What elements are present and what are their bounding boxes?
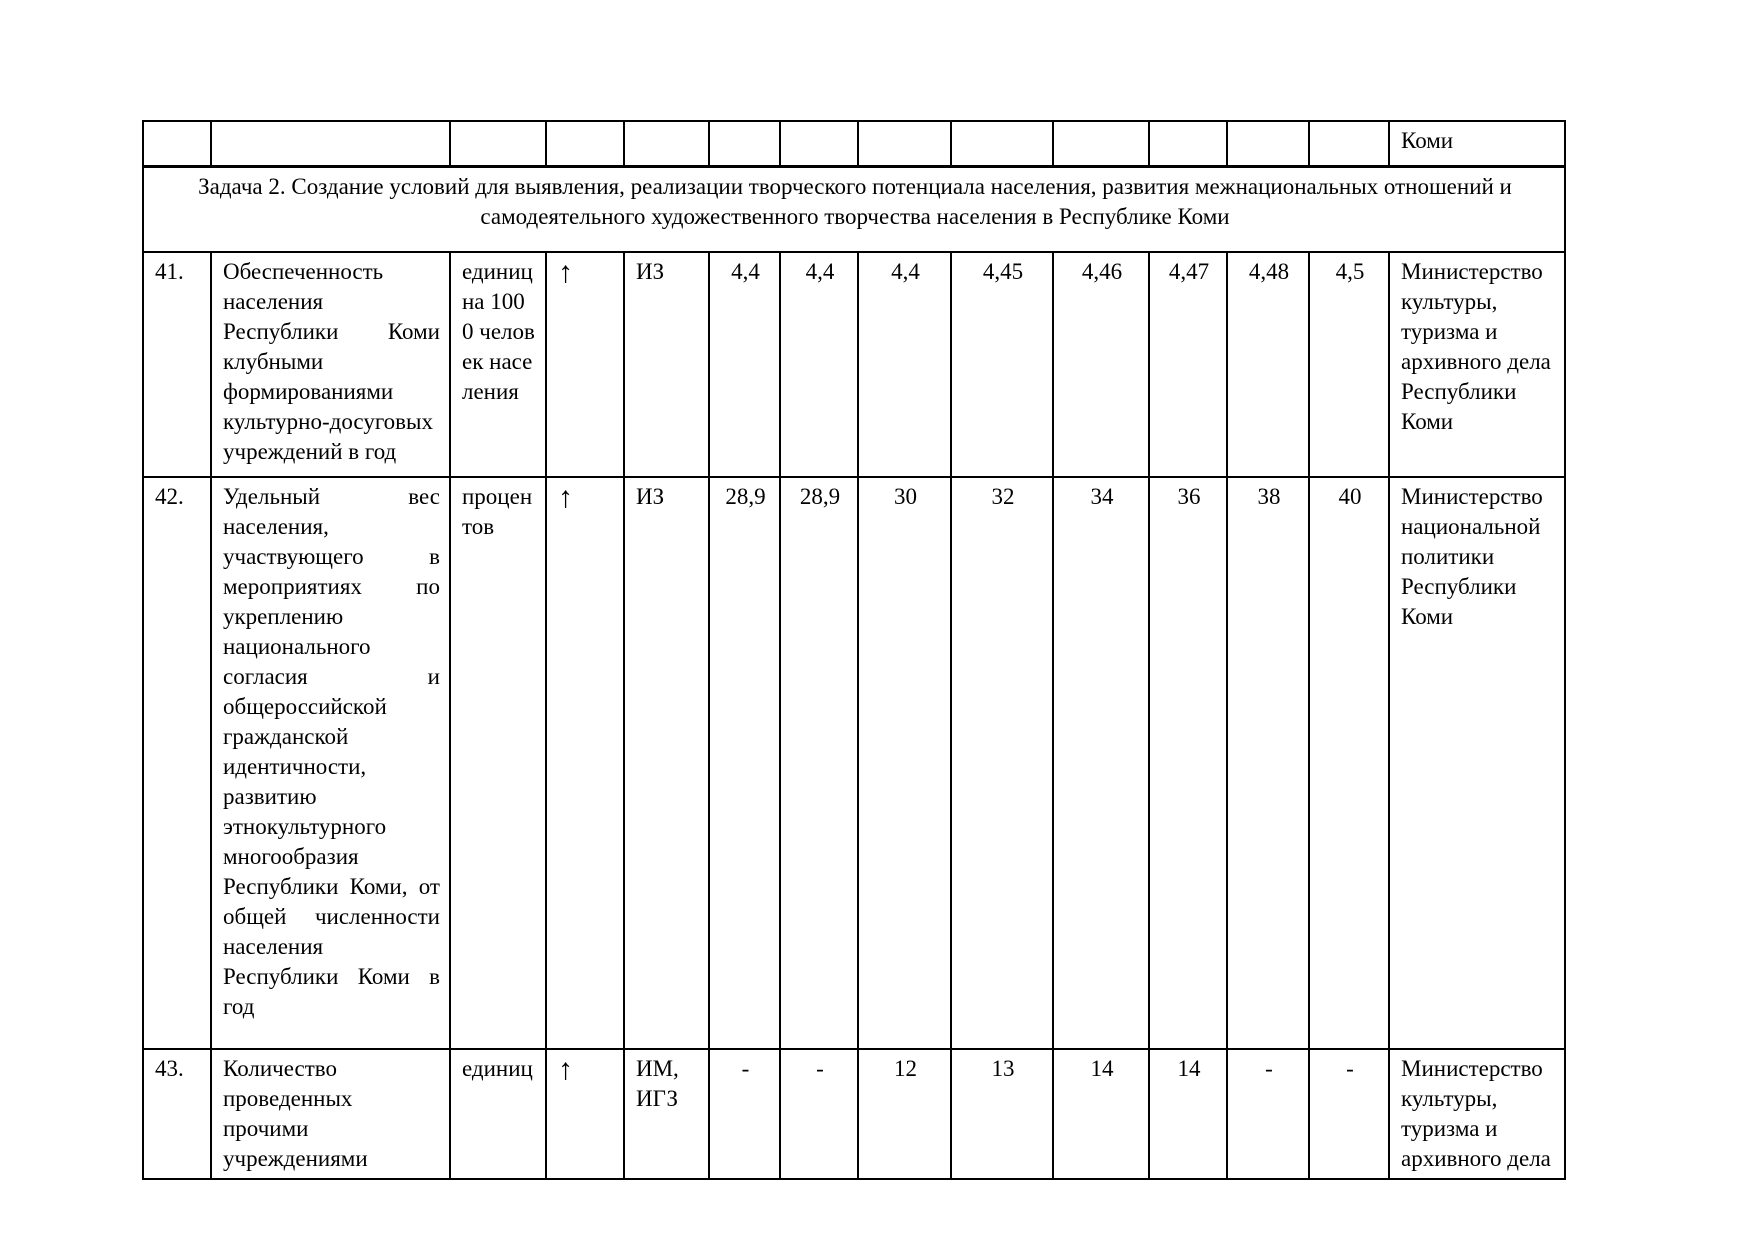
indicators-table	[142, 120, 1566, 1180]
value-cell: -	[1227, 1049, 1309, 1179]
continuation-row	[143, 121, 1565, 166]
continuation-cell	[1149, 121, 1227, 166]
task-header-cell: Задача 2. Создание условий для выявления, реализации творческого потенциала населения, развития межнациональных отношений и самодеятельного художественного творчества населения в Республике Коми	[143, 166, 1565, 252]
continuation-cell	[624, 121, 709, 166]
code-cell: ИЗ	[624, 252, 709, 477]
indicator-name-cell: Количество проведенных прочими учреждениями	[211, 1049, 450, 1179]
continuation-cell	[1309, 121, 1389, 166]
up-arrow-icon: ↑	[558, 1053, 573, 1086]
value-cell: -	[709, 1049, 780, 1179]
value-cell: 34	[1053, 477, 1149, 1049]
continuation-cell	[1227, 121, 1309, 166]
value-cell: 38	[1227, 477, 1309, 1049]
code-cell: ИМ, ИГЗ	[624, 1049, 709, 1179]
continuation-cell	[211, 121, 450, 166]
value-cell: 4,46	[1053, 252, 1149, 477]
value-cell: 4,5	[1309, 252, 1389, 477]
value-cell: 4,4	[709, 252, 780, 477]
table-row	[143, 477, 1565, 1049]
code-cell: ИЗ	[624, 477, 709, 1049]
responsible-cell: Министерство национальной политики Республики Коми	[1389, 477, 1565, 1049]
unit-cell: единиц	[450, 1049, 546, 1179]
unit-cell: процентов	[450, 477, 546, 1049]
value-cell: 4,45	[951, 252, 1053, 477]
continuation-cell	[858, 121, 951, 166]
value-cell: 14	[1053, 1049, 1149, 1179]
trend-cell	[546, 477, 624, 1049]
row-number-cell: 41.	[143, 252, 211, 477]
responsible-cell: Министерство культуры, туризма и архивного дела Республики Коми	[1389, 252, 1565, 477]
continuation-cell	[951, 121, 1053, 166]
value-cell: 4,4	[858, 252, 951, 477]
row-number-cell: 42.	[143, 477, 211, 1049]
value-cell: -	[1309, 1049, 1389, 1179]
continuation-cell	[709, 121, 780, 166]
value-cell: 12	[858, 1049, 951, 1179]
indicator-name-cell: Обеспеченность населения Республики Коми клубными формированиями культурно-досуговых учреждений в год	[211, 252, 450, 477]
task-row	[143, 166, 1565, 252]
trend-cell	[546, 1049, 624, 1179]
responsible-cell: Министерство культуры, туризма и архивного дела	[1389, 1049, 1565, 1179]
table-row	[143, 1049, 1565, 1179]
continuation-cell	[450, 121, 546, 166]
value-cell: 36	[1149, 477, 1227, 1049]
value-cell: 4,47	[1149, 252, 1227, 477]
continuation-cell	[780, 121, 858, 166]
continuation-cell	[143, 121, 211, 166]
unit-cell: единиц на 1000 человек населения	[450, 252, 546, 477]
continuation-cell	[546, 121, 624, 166]
value-cell: -	[780, 1049, 858, 1179]
value-cell: 28,9	[709, 477, 780, 1049]
value-cell: 32	[951, 477, 1053, 1049]
continuation-cell	[1053, 121, 1149, 166]
value-cell: 40	[1309, 477, 1389, 1049]
value-cell: 4,4	[780, 252, 858, 477]
indicator-name-cell: Удельный вес населения, участвующего в мероприятиях по укреплению национального согласия и общероссийской гражданской идентичности, развитию этнокультурного многообразия Республики Коми, от общей численности населения Республики Коми в год	[211, 477, 450, 1049]
continuation-responsible-cell: Коми	[1389, 121, 1565, 166]
value-cell: 4,48	[1227, 252, 1309, 477]
up-arrow-icon: ↑	[558, 256, 573, 289]
value-cell: 14	[1149, 1049, 1227, 1179]
value-cell: 28,9	[780, 477, 858, 1049]
value-cell: 30	[858, 477, 951, 1049]
table-row	[143, 252, 1565, 477]
value-cell: 13	[951, 1049, 1053, 1179]
trend-cell	[546, 252, 624, 477]
up-arrow-icon: ↑	[558, 481, 573, 514]
row-number-cell: 43.	[143, 1049, 211, 1179]
